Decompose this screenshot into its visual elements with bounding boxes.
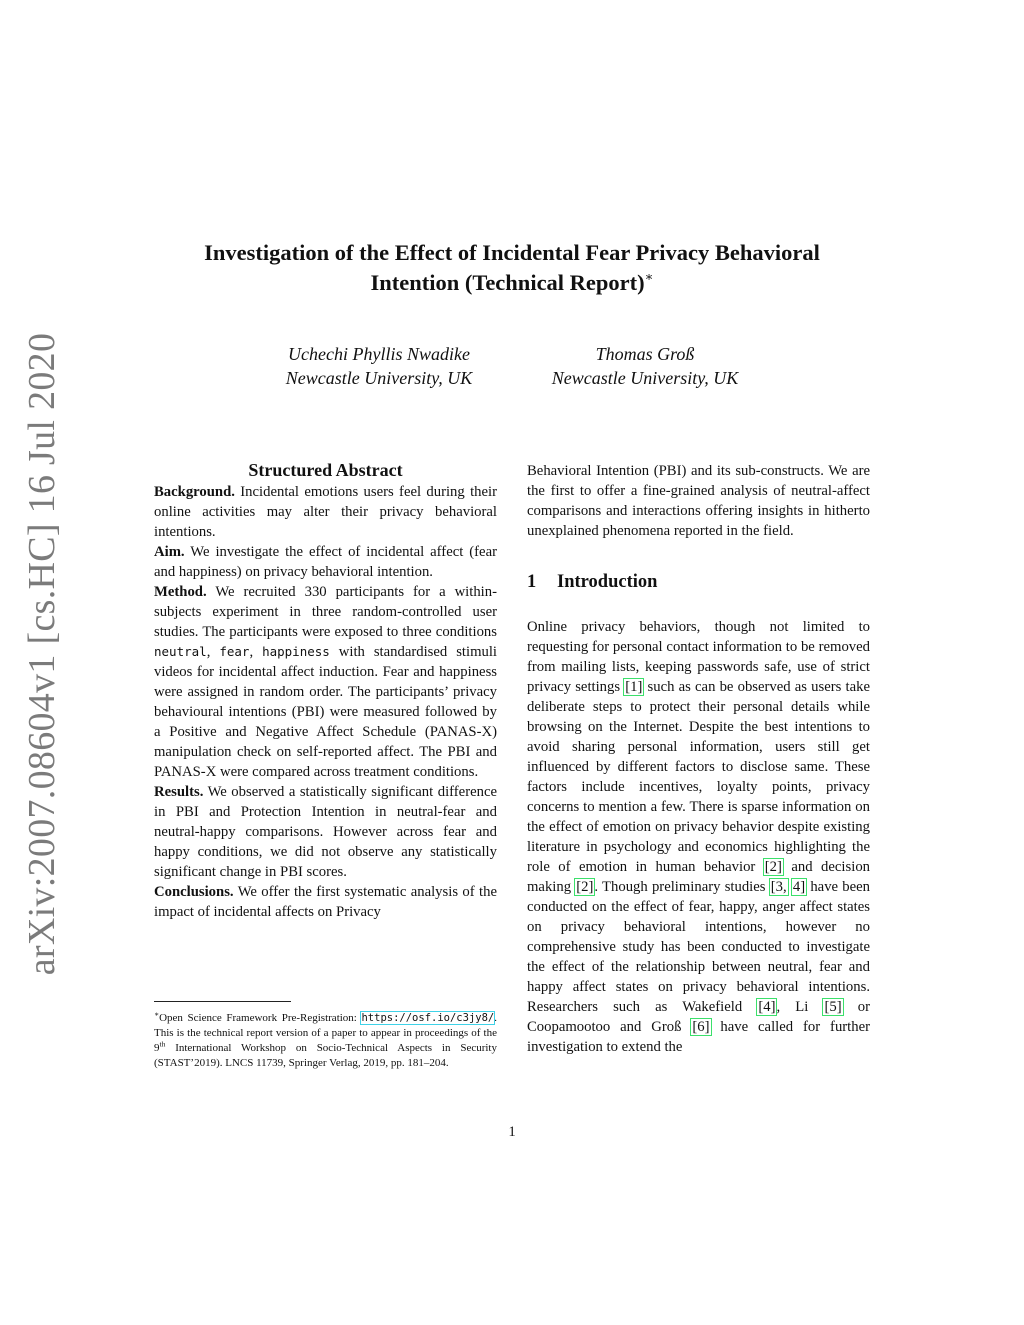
background-label: Background.: [154, 484, 235, 500]
comma-1: ,: [206, 644, 220, 660]
conclusions-text: We offer the first systematic analysis of the impact of incidental affects on Privacy: [154, 884, 497, 920]
title-footnote-marker[interactable]: ∗: [644, 269, 654, 284]
citation-2[interactable]: [2]: [764, 859, 782, 875]
footnote-ordinal: th: [159, 1039, 166, 1049]
citation-4[interactable]: 4]: [792, 879, 806, 895]
intro-text: have been conducted on the effect of fear, happy, anger affect states on privacy behavioral intentions, however no comprehensive study has been conducted to investigate the effect of the relationship between neutral, fear and happy affect states on privacy behavioral intentions. Researchers such as Wakefield: [527, 879, 870, 1015]
citation-4-wakefield[interactable]: [4]: [758, 999, 776, 1015]
comma-2: ,: [249, 644, 263, 660]
author-2: [495, 342, 795, 390]
section-heading-introduction: [527, 570, 870, 594]
title-line-2: [100, 268, 924, 298]
author-2-affiliation: Newcastle University, UK: [551, 368, 739, 388]
author-1-name: Uchechi Phyllis Nwadike: [288, 344, 470, 364]
aim-label: Aim.: [154, 544, 185, 560]
footnote-rule: [154, 1001, 291, 1002]
intro-text: . Though preliminary studies: [594, 879, 770, 895]
section-title: Introduction: [557, 572, 658, 592]
title-footnote: [154, 1011, 497, 1071]
results-label: Results.: [154, 784, 204, 800]
author-1-affiliation: Newcastle University, UK: [285, 368, 473, 388]
citation-2-repeat[interactable]: [2]: [576, 879, 594, 895]
author-2-name: Thomas Groß: [595, 344, 695, 364]
author-1: [229, 342, 529, 390]
method-label: Method.: [154, 584, 207, 600]
condition-happiness: happiness: [262, 644, 330, 659]
intro-text: such as can be observed as users take deliberate steps to protect their personal details while browsing on the Internet. Despite the best intentions to avoid sharing personal information, users still get influenced by different factors to disclose same. These factors include incentives, loyalty points, privacy concerns to mention a few. There is sparse information on the effect of emotion on privacy behavior despite existing literature in psychology and economics highlighting the role of emotion in human behavior: [527, 679, 870, 875]
footnote-text-2: . This is the technical report version of a paper to appear in proceedings of the 9: [154, 1012, 497, 1054]
abstract-background: [154, 482, 497, 542]
title-line-1: Investigation of the Effect of Incidental Fear Privacy Behavioral: [204, 240, 820, 265]
footnote-text-3: International Workshop on Socio-Technical Aspects in Security (STAST’2019). LNCS 11739, Springer Verlag, 2019, pp. 181–204.: [154, 1042, 497, 1069]
results-text: We observed a statistically significant difference in PBI and Protection Intention in neutral-fear and neutral-happy comparisons. However across fear and happy conditions, we did not observe any statistically significant change in PBI scores.: [154, 784, 497, 880]
introduction-paragraph: [527, 617, 870, 1057]
left-column: [154, 459, 497, 922]
footnote-marker: ∗: [154, 1009, 160, 1019]
abstract-results: [154, 782, 497, 882]
intro-text: or Coopamootoo and Groß: [527, 999, 870, 1035]
abstract-conclusions: [154, 882, 497, 922]
aim-text: We investigate the effect of incidental affect (fear and happiness) on privacy behavioral intention.: [154, 544, 497, 580]
footnote-area: [154, 1001, 497, 1071]
background-text: Incidental emotions users feel during their online activities may alter their privacy behavioral intentions.: [154, 484, 497, 540]
title-line-2-text: Intention (Technical Report): [370, 270, 645, 295]
intro-text: Online privacy behaviors, though not limited to requesting for personal contact information to be removed from mailing lists, keeping passwords safe, use of strict privacy settings: [527, 619, 870, 695]
arxiv-identifier-stamp: arXiv:2007.08604v1 [cs.HC] 16 Jul 2020: [21, 332, 63, 976]
intro-text: and decision making: [527, 859, 871, 895]
abstract-continued: Behavioral Intention (PBI) and its sub-constructs. We are the first to offer a fine-grained analysis of neutral-affect comparisons and interactions offering insights in hitherto unexplained phenomena reported in the field.: [527, 463, 870, 539]
intro-text: have called for further investigation to extend the: [527, 1019, 871, 1055]
osf-link[interactable]: https://osf.io/c3jy8/: [361, 1012, 495, 1024]
citation-1[interactable]: [1]: [625, 679, 643, 695]
page-number: 1: [508, 1124, 516, 1140]
citation-3[interactable]: [3,: [770, 879, 787, 895]
abstract-heading: Structured Abstract: [248, 460, 403, 480]
abstract-aim: [154, 542, 497, 582]
condition-neutral: neutral: [154, 644, 207, 659]
citation-6[interactable]: [6]: [692, 1019, 710, 1035]
citation-5[interactable]: [5]: [824, 999, 842, 1015]
method-text-2: with standardised stimuli videos for incidental affect induction. Fear and happiness were assigned in random order. The participants’ privacy behavioural intentions (PBI) were measured followed by a Positive and Negative Affect Schedule (PANAS-X) manipulation check on self-reported affect. The PBI and PANAS-X were compared across treatment conditions.: [154, 644, 498, 780]
right-column: [527, 461, 870, 1057]
intro-text: , Li: [776, 999, 824, 1015]
paper-title: [100, 238, 924, 298]
abstract-method: [154, 582, 497, 782]
footnote-text-1: Open Science Framework Pre-Registration:: [159, 1012, 362, 1024]
method-text-1: We recruited 330 participants for a within-subjects experiment in three random-controlled user studies. The participants were exposed to three conditions: [154, 584, 497, 640]
section-number: 1: [527, 572, 537, 592]
condition-fear: fear: [219, 644, 250, 659]
conclusions-label: Conclusions.: [154, 884, 234, 900]
